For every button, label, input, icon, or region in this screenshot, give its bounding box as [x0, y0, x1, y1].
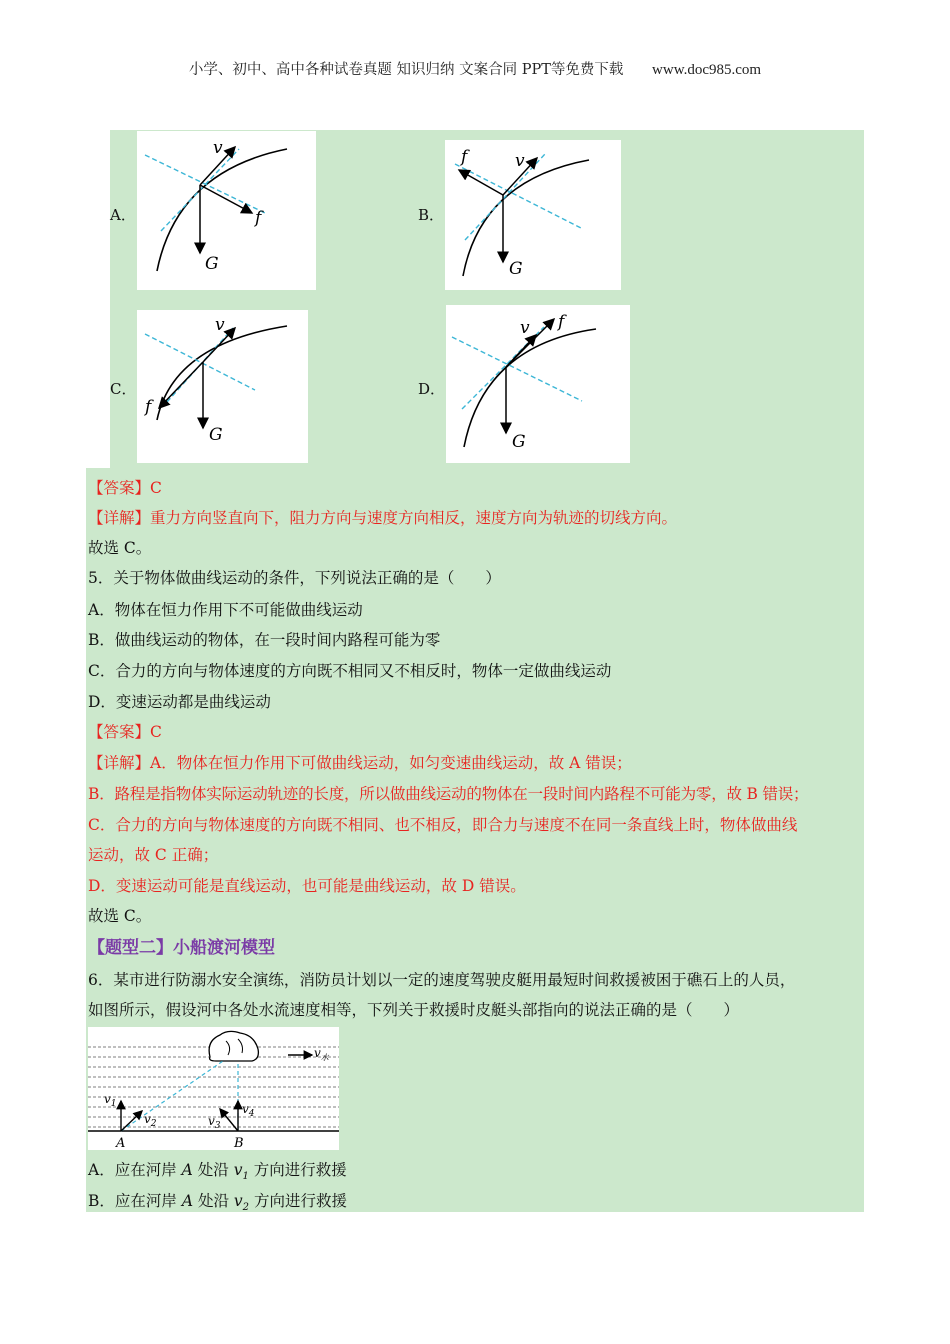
label-b: B [234, 1136, 244, 1150]
page-header [0, 58, 950, 79]
label-v2: $v_2$ [144, 1112, 157, 1129]
rock-icon [209, 1031, 258, 1061]
label-f: f [461, 147, 468, 167]
answer-tag: 【答案】 [88, 479, 151, 497]
answer-value: C [150, 723, 162, 741]
normal-dashed-line [452, 337, 582, 401]
detail-tag: 【详解】 [88, 754, 151, 772]
trajectory-curve [463, 160, 589, 276]
normal-dashed-line [145, 334, 255, 390]
q5-detail-d: D．变速运动可能是直线运动，也可能是曲线运动，故 D 错误。 [88, 877, 526, 895]
q5-detail-b: B．路程是指物体实际运动轨迹的长度，所以做曲线运动的物体在一段时间内路程不可能为零，故 B 错误； [88, 785, 809, 803]
header-text: 小学、初中、高中各种试卷真题 知识归纳 文案合同 PPT等免费下载 [188, 62, 624, 78]
q5-detail-c1: C．合力的方向与物体速度的方向既不相同、也不相反，即合力与速度不在同一条直线上时，物体做曲线 [88, 816, 798, 834]
figure-option-d-svg [446, 305, 630, 463]
q5-stem: 5．关于物体做曲线运动的条件，下列说法正确的是（ ） [88, 569, 501, 587]
trajectory-curve [464, 329, 596, 447]
detail-text: A．物体在恒力作用下可做曲线运动，如匀变速曲线运动，故 A 错误； [150, 754, 632, 772]
label-v: v [515, 151, 525, 171]
figure-option-b [445, 140, 621, 290]
friction-arrow [506, 319, 554, 367]
figure-option-c-svg [137, 310, 308, 463]
q4-answer [88, 478, 162, 498]
figure-option-a [137, 131, 316, 290]
friction-arrow [200, 185, 252, 213]
q5-conclusion: 故选 C。 [88, 907, 152, 925]
q5-option-c: C．合力的方向与物体速度的方向既不相同又不相反时，物体一定做曲线运动 [88, 662, 612, 680]
label-v-water: $v_水$ [314, 1046, 329, 1062]
figure-option-d [446, 305, 630, 463]
label-v1: $v_1$ [104, 1092, 117, 1109]
q5-detail-c2: 运动，故 C 正确； [88, 846, 219, 864]
label-g: G [512, 432, 526, 452]
q5-detail-a [88, 753, 632, 773]
normal-dashed-line [455, 164, 581, 228]
detail-text: 重力方向竖直向下，阻力方向与速度方向相反，速度方向为轨迹的切线方向。 [150, 509, 678, 527]
detail-tag: 【详解】 [88, 509, 151, 527]
river-figure [88, 1027, 339, 1150]
option-b-label: B． [418, 206, 445, 224]
label-a: A [116, 1136, 126, 1150]
arrow-v3 [220, 1109, 238, 1131]
label-v: v [213, 138, 223, 158]
q5-answer [88, 722, 162, 742]
q6-option-a: A．应在河岸 A 处沿 $v_1$ 方向进行救援 [88, 1161, 347, 1183]
tangent-dashed-line [465, 154, 545, 240]
label-g: G [205, 254, 219, 274]
q5-option-b: B．做曲线运动的物体，在一段时间内路程可能为零 [88, 631, 441, 649]
friction-arrow [459, 170, 503, 195]
label-g: G [209, 425, 223, 445]
header-url[interactable]: www.doc985.com [652, 62, 762, 78]
arrow-v2 [121, 1111, 142, 1131]
river-figure-svg [88, 1027, 339, 1150]
figure-option-b-svg [445, 140, 621, 290]
q5-option-a: A．物体在恒力作用下不可能做曲线运动 [88, 601, 363, 619]
option-d-label: D． [418, 380, 446, 398]
answer-tag: 【答案】 [88, 723, 151, 741]
q5-option-d: D．变速运动都是曲线运动 [88, 693, 271, 711]
q6-stem-line1: 6．某市进行防溺水安全演练，消防员计划以一定的速度驾驶皮艇用最短时间救援被困于礁石上的人员， [88, 971, 796, 989]
label-v3: $v_3$ [208, 1114, 221, 1131]
option-c-label: C． [110, 380, 137, 398]
label-f: f [255, 208, 262, 228]
friction-arrow [159, 362, 203, 408]
q6-option-b: B．应在河岸 A 处沿 $v_2$ 方向进行救援 [88, 1192, 347, 1214]
q4-conclusion: 故选 C。 [88, 539, 152, 557]
q4-detail [88, 508, 677, 528]
option-a-label: A． [110, 206, 136, 224]
label-v: v [520, 318, 530, 338]
answer-value: C [150, 479, 162, 497]
section-title: 【题型二】小船渡河模型 [88, 938, 275, 958]
figure-option-c [137, 310, 308, 463]
q6-stem-line2: 如图所示，假设河中各处水流速度相等，下列关于救援时皮艇头部指向的说法正确的是（ ） [88, 1001, 740, 1019]
label-v: v [215, 315, 225, 335]
label-f: f [558, 312, 565, 332]
figure-option-a-svg [137, 131, 316, 290]
label-g: G [509, 259, 523, 279]
label-f: f [145, 397, 152, 417]
label-v4: $v_4$ [242, 1102, 255, 1119]
